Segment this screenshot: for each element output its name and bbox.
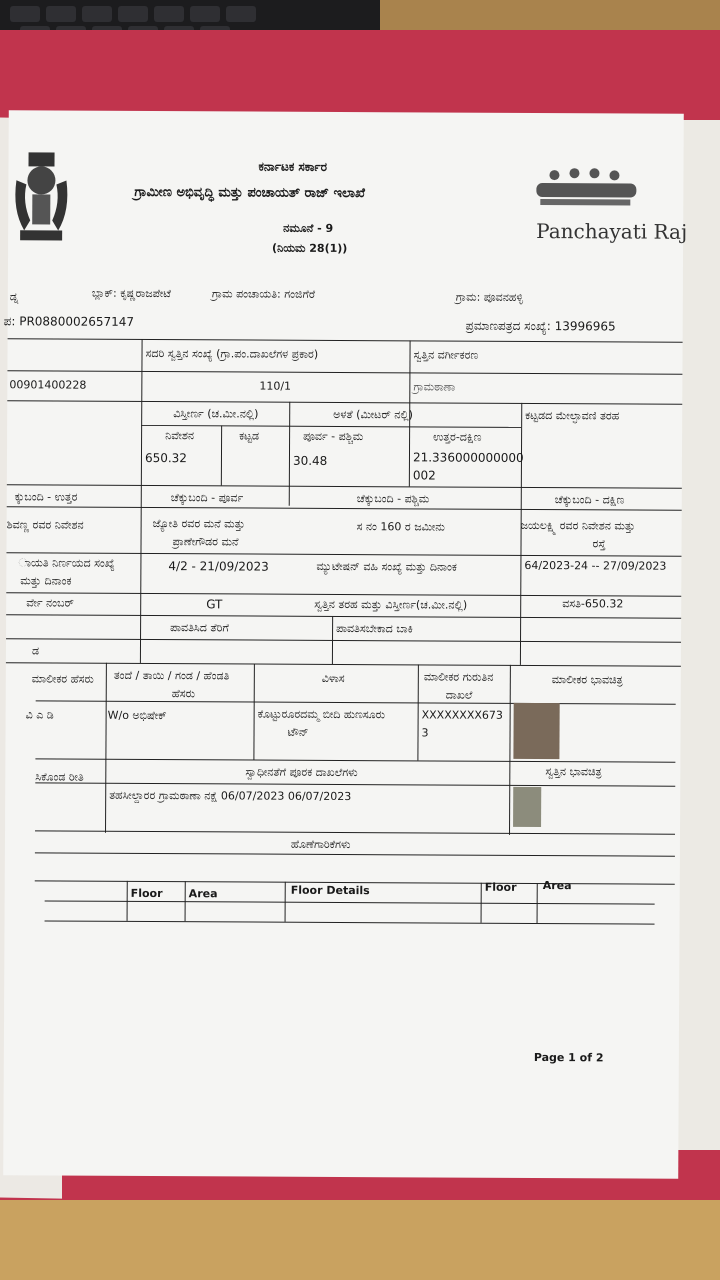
column-line (285, 882, 286, 922)
rule-line (6, 638, 681, 643)
north-south-value-1: 21.336000000000 (412, 450, 524, 465)
panchayat-label: ಗ್ರಾಮ ಪಂಚಾಯತಿ: ಗಂಜಿಗೆರೆ (211, 287, 316, 301)
key (226, 6, 256, 22)
relation-heading-1: ತಂದೆ / ತಾಯಿ / ಗಂಡ / ಹೆಂಡತಿ (113, 668, 230, 683)
documents-heading: ಸ್ವಾಧೀನತೆಗೆ ಪೂರಕ ದಾಖಲೆಗಳು (245, 765, 358, 780)
column-line (253, 664, 255, 760)
mutation-value: 64/2023-24 -- 27/09/2023 (524, 558, 667, 573)
column-line (537, 883, 538, 923)
key (190, 6, 220, 22)
column-line (105, 663, 107, 833)
column-line (127, 881, 128, 921)
mutation-heading: ಮ್ಯುಟೇಷನ್ ವಹಿ ಸಂಖ್ಯೆ ಮತ್ತು ದಿನಾಂಕ (316, 559, 457, 574)
east-west-heading: ಪೂರ್ವ - ಪಶ್ಚಿಮ (303, 429, 364, 444)
key (10, 6, 40, 22)
property-number-heading: ಸದರಿ ಸ್ವತ್ತಿನ ಸಂಖ್ಯೆ (ಗ್ರಾ.ಪಂ.ದಾಖಲೆಗಳ ಪ್ರಕಾರ) (145, 346, 319, 361)
form-number: ನಮೂನೆ - 9 (283, 221, 334, 235)
floor-heading-1: Floor (130, 886, 163, 901)
resolution-heading-2: ಮತ್ತು ದಿನಾಂಕ (20, 574, 72, 588)
column-line (221, 425, 222, 485)
rule-line (6, 662, 681, 667)
column-line (481, 883, 482, 923)
karnataka-emblem-icon (10, 150, 73, 250)
resolution-heading-1: ಾಯತಿ ನಿರ್ಣಯದ ಸಂಖ್ಯೆ (18, 556, 115, 570)
key (46, 6, 76, 22)
column-line (332, 616, 333, 664)
id-heading-2: ದಾಖಲೆ (445, 688, 473, 702)
tax-due-heading: ಪಾವತಿಸಬೇಕಾದ ಬಾಕಿ (336, 621, 413, 636)
panchayati-raj-text: Panchayati Raj (536, 219, 688, 244)
left-fragment: ಡ್ನ (9, 290, 19, 304)
state-title: ಕರ್ನಾಟಕ ಸರ್ಕಾರ (258, 159, 328, 174)
roof-type-heading: ಕಟ್ಟಡದ ಮೇಲ್ಛಾವಣಿ ತರಹ (525, 408, 620, 423)
rule-line (7, 370, 682, 375)
type-area-value: ವಸತಿ-650.32 (562, 597, 624, 611)
boundary-west-heading: ಚೆಕ್ಕುಬಂದಿ - ಪಶ್ಚಿಮ (356, 492, 430, 506)
north-south-heading: ಉತ್ತರ-ದಕ್ಷಿಣ (433, 430, 482, 444)
rule-line (36, 700, 676, 704)
floor-details-heading: Floor Details (290, 883, 370, 898)
encumbrance-heading: ಹೊಣೆಗಾರಿಕೆಗಳು (290, 837, 351, 852)
rule-line (35, 830, 675, 834)
area-heading-1: Area (188, 887, 218, 901)
rule-line (7, 484, 682, 489)
address-heading: ವಿಳಾಸ (321, 671, 345, 686)
boundary-south-value-2: ರಸ್ತೆ (592, 537, 606, 551)
column-line (417, 664, 419, 760)
address-value-2: ಟೌನ್ (287, 725, 309, 739)
classification-heading: ಸ್ವತ್ತಿನ ವರ್ಗೀಕರಣ (413, 348, 479, 362)
address-value-1: ಕೊಟ್ಟುರೂರದಮ್ಮ ಬೀದಿ ಹುಣಸೂರು (257, 707, 386, 722)
floor-heading-2: Floor (484, 880, 517, 894)
key (154, 6, 184, 22)
property-photo-heading: ಸ್ವತ್ತಿನ ಭಾವಚಿತ್ರ (545, 765, 602, 779)
rule-number: (ನಿಯಮ 28(1)) (272, 241, 348, 256)
boundary-east-value-1: ಜ್ಯೋತಿ ರವರ ಮನೆ ಮತ್ತು (152, 516, 245, 531)
certificate-number: ಪ್ರಮಾಣಪತ್ರದ ಸಂಖ್ಯೆ: 13996965 (465, 318, 616, 334)
measurement-heading: ಅಳತೆ (ಮೀಟರ್ ನಲ್ಲಿ) (333, 407, 413, 422)
property-photo (513, 787, 541, 827)
site-area-value: 650.32 (144, 450, 188, 466)
column-line (289, 402, 291, 506)
department-title: ಗ್ರಾಮೀಣ ಅಭಿವೃದ್ಧಿ ಮತ್ತು ಪಂಚಾಯತ್ ರಾಜ್ ಇಲಾಖೆ (134, 184, 366, 202)
taluk-label: ಬ್ಲಾಕ್: ಕೃಷ್ಣರಾಜಪೇಟೆ (91, 286, 171, 301)
east-west-value: 30.48 (292, 453, 328, 468)
area-heading: ವಿಸ್ತೀರ್ಣ (ಚ.ಮೀ.ನಲ್ಲಿ) (173, 407, 259, 421)
boundary-south-value-1: ಜಯಲಕ್ಷ್ಮಿ ರವರ ನಿವೇಶನ ಮತ್ತು (520, 518, 636, 533)
boundary-south-heading: ಚೆಕ್ಕುಬಂದಿ - ದಕ್ಷಿಣ (554, 493, 625, 507)
relation-heading-2: ಹೆಸರು (171, 687, 196, 701)
survey-heading: ರ್ವೇ ನಂಬರ್ (26, 596, 74, 610)
rule-line (45, 900, 655, 904)
type-area-heading: ಸ್ವತ್ತಿನ ತರಹ ಮತ್ತು ವಿಸ್ತೀರ್ಣ(ಚ.ಮೀ.ನಲ್ಲಿ) (314, 597, 468, 612)
left-code: 00901400228 (9, 378, 87, 392)
resolution-value: 4/2 - 21/09/2023 (168, 559, 269, 574)
owner-photo (513, 703, 559, 759)
owner-photo-heading: ಮಾಲೀಕರ ಭಾವಚಿತ್ರ (551, 673, 623, 687)
rule-line (35, 758, 675, 762)
id-value-1: XXXXXXXX673 (421, 708, 503, 722)
column-line (509, 665, 511, 835)
rule-line (45, 920, 655, 924)
rule-line (141, 425, 521, 428)
panchayati-raj-logo-icon (532, 165, 642, 226)
acquisition-heading: ಸಿಕೊಂಡ ರೀತಿ (35, 770, 84, 784)
boundary-north-value: ಶಿವಣ್ಣ ರವರ ನಿವೇಶನ (6, 518, 84, 532)
page-number: Page 1 of 2 (533, 1051, 604, 1065)
rule-line (8, 338, 683, 343)
village-label: ಗ್ರಾಮ: ಪೂವನಹಳ್ಳಿ (455, 290, 524, 304)
id-value-2: 3 (421, 726, 429, 740)
owner-name-value: ವಿ ಎ ಡಿ (25, 708, 54, 722)
north-south-value-2: 002 (412, 468, 436, 483)
column-line (520, 403, 522, 665)
key (82, 6, 112, 22)
owner-name-heading: ಮಾಲೀಕರ ಹೆಸರು (31, 672, 94, 686)
key (118, 6, 148, 22)
survey-value: GT (206, 597, 223, 612)
relation-value: W/o ಅಭಿಷೇಕ್ (107, 708, 167, 723)
rule-line (35, 782, 675, 786)
property-number: 110/1 (259, 379, 292, 393)
boundary-west-value: ಸ ನಂ 160 ರ ಜಮೀನು (356, 520, 445, 534)
classification-value: ಗ್ರಾಮಠಾಣಾ (413, 380, 456, 394)
id-heading-1: ಮಾಲೀಕರ ಗುರುತಿನ (423, 670, 494, 684)
rule-line (6, 614, 681, 619)
documents-value: ತಹಸೀಲ್ದಾರರ ಗ್ರಾಮಠಾಣಾ ನಕ್ಷೆ 06/07/2023 06/07/2023 (109, 788, 352, 804)
property-id: ಪ: PR0880002657147 (3, 314, 135, 329)
boundary-east-value-2: ಪ್ರಾಣೇಗೌಡರ ಮನೆ (172, 535, 239, 549)
rule-line (6, 592, 681, 597)
tax-paid-heading: ಪಾವತಿಸಿದ ತೆರಿಗೆ (170, 621, 229, 635)
wooden-desk-bottom (0, 1200, 720, 1280)
boundary-north-heading: ಕ್ಕುಬಂದಿ - ಉತ್ತರ (14, 490, 78, 504)
area-heading-2: Area (542, 879, 572, 893)
boundary-east-heading: ಚೆಕ್ಕುಬಂದಿ - ಪೂರ್ವ (170, 491, 244, 505)
left-fragment-2: ಡ (31, 644, 40, 658)
document-page (3, 110, 688, 1179)
building-heading: ಕಟ್ಟಡ (239, 429, 260, 443)
rule-line (7, 400, 682, 405)
underlying-pages-right (678, 120, 720, 1150)
site-heading: ನಿವೇಶನ (165, 429, 195, 443)
column-line (185, 881, 186, 921)
rule-line (35, 852, 675, 856)
